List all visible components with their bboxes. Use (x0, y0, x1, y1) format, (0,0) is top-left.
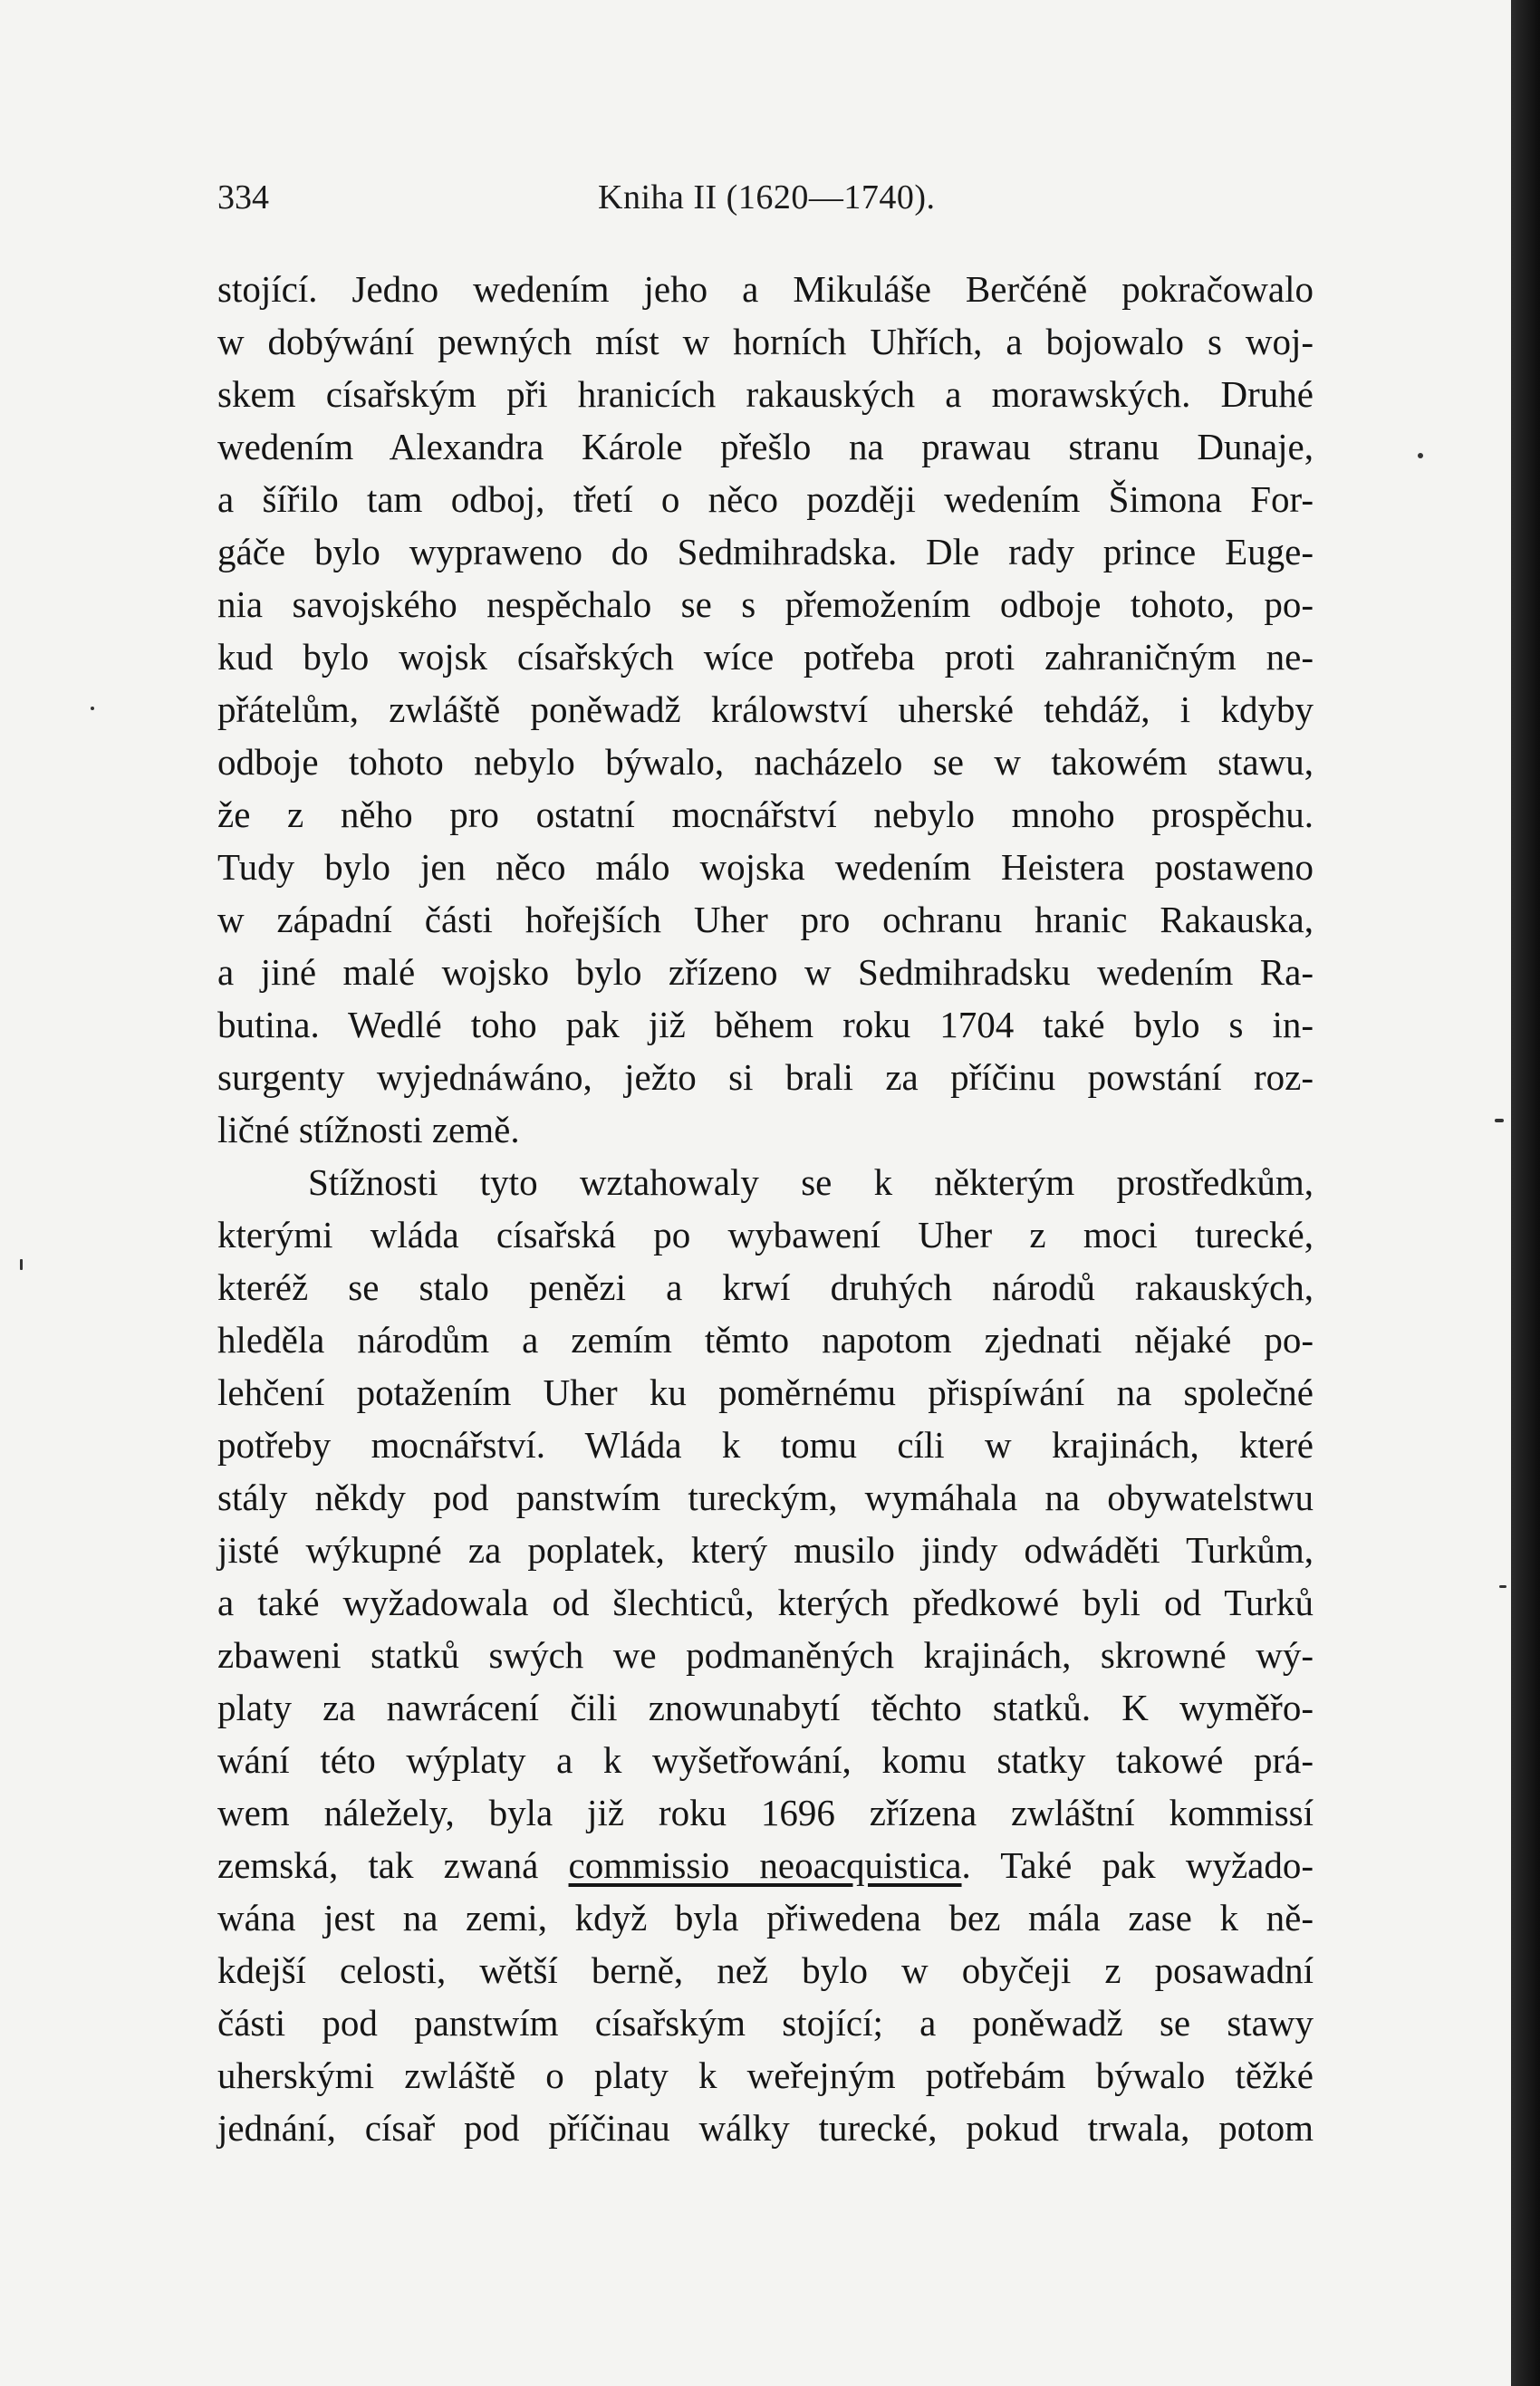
text-line: a šířilo tam odboj, třetí o něco později wedením Šimona For- (217, 478, 1314, 520)
text-line: potřeby mocnářství. Wláda k tomu cíli w krajinách, které (217, 1424, 1314, 1466)
text-line: kterými wláda císařská po wybawení Uher z moci turecké, (217, 1214, 1314, 1256)
scan-speck (91, 707, 94, 710)
scan-speck (1495, 1119, 1504, 1122)
text-line: butina. Wedlé toho pak již během roku 1704 také bylo s in- (217, 1004, 1314, 1045)
text-line: a také wyžadowala od šlechticů, kterých předkowé byli od Turků (217, 1582, 1314, 1623)
page-header (217, 178, 1314, 223)
text-line: jisté wýkupné za poplatek, který musilo jindy odwáděti Turkům, (217, 1529, 1314, 1571)
text-line: části pod panstwím císařským stojící; a poněwadž se stawy (217, 2002, 1314, 2044)
line-suffix: . Také pak wyžado- (961, 1844, 1314, 1886)
text-line: stojící. Jedno wedením jeho a Mikuláše Berčéně pokračowalo (217, 268, 1314, 310)
text-line: wána jest na zemi, když byla přiwedena bez mála zase k ně- (217, 1897, 1314, 1939)
text-line: ličné stížnosti země. (217, 1109, 520, 1150)
text-line: kteréž se stalo penězi a krwí druhých národů rakauských, (217, 1266, 1314, 1308)
text-line: platy za nawrácení čili znowunabytí těchto statků. K wyměřo- (217, 1687, 1314, 1728)
paragraph-2 (217, 1156, 1314, 2154)
text-line: kud bylo wojsk císařských wíce potřeba proti zahraničným ne- (217, 636, 1314, 678)
text-line: zbaweni statků swých we podmaněných krajinách, skrowné wý- (217, 1634, 1314, 1676)
underlined-term: commissio neoacquistica (568, 1844, 962, 1886)
text-line: přátelům, zwláště poněwadž králowství uherské tehdáž, i kdyby (217, 688, 1314, 730)
text-line: a jiné malé wojsko bylo zřízeno w Sedmihradsku wedením Ra- (217, 951, 1314, 993)
text-line: skem císařským při hranicích rakauských a morawských. Druhé (217, 373, 1314, 415)
scan-speck (1499, 1585, 1506, 1588)
body-text (217, 263, 1314, 2154)
text-line: stály někdy pod panstwím tureckým, wymáhala na obywatelstwu (217, 1477, 1314, 1518)
text-line: Tudy bylo jen něco málo wojska wedením Heistera postaweno (217, 846, 1314, 888)
scan-speck (20, 1259, 23, 1270)
scan-speck (1418, 453, 1423, 458)
text-line: nia savojského nespěchalo se s přemožením odboje tohoto, po- (217, 583, 1314, 625)
text-line: hleděla národům a zemím těmto napotom zjednati nějaké po- (217, 1319, 1314, 1361)
page-edge-shadow (1511, 0, 1540, 2386)
text-line: w západní části hořejších Uher pro ochranu hranic Rakauska, (217, 899, 1314, 940)
text-line: w dobýwání pewných míst w horních Uhřích, a bojowalo s woj- (217, 321, 1314, 362)
text-line: surgenty wyjednáwáno, ježto si brali za příčinu powstání roz- (217, 1056, 1314, 1098)
text-line-with-term (217, 1839, 1314, 1891)
text-line: wání této wýplaty a k wyšetřowání, komu statky takowé prá- (217, 1739, 1314, 1781)
text-line: Stížnosti tyto wztahowaly se k některým prostředkům, (308, 1161, 1314, 1203)
paragraph-1 (217, 263, 1314, 1156)
text-line: že z něho pro ostatní mocnářství nebylo mnoho prospěchu. (217, 794, 1314, 835)
text-line: odboje tohoto nebylo býwalo, nacházelo se w takowém stawu, (217, 741, 1314, 783)
text-line: wem náležely, byla již roku 1696 zřízena zwláštní kommissí (217, 1792, 1314, 1833)
text-line: jednání, císař pod příčinau wálky turecké, pokud trwala, potom (217, 2107, 1314, 2149)
text-line: wedením Alexandra Károle přešlo na prawau stranu Dunaje, (217, 426, 1314, 467)
text-line: kdejší celosti, wětší berně, než bylo w obyčeji z posawadní (217, 1949, 1314, 1991)
text-line: lehčení potažením Uher ku poměrnému přispíwání na společné (217, 1371, 1314, 1413)
text-line: uherskými zwláště o platy k weřejným potřebám býwalo těžké (217, 2054, 1314, 2096)
text-line: gáče bylo wypraweno do Sedmihradska. Dle rady prince Euge- (217, 531, 1314, 572)
page-number: 334 (217, 178, 269, 216)
running-title: Kniha II (1620—1740). (598, 178, 936, 216)
line-prefix: zemská, tak zwaná (217, 1844, 569, 1886)
